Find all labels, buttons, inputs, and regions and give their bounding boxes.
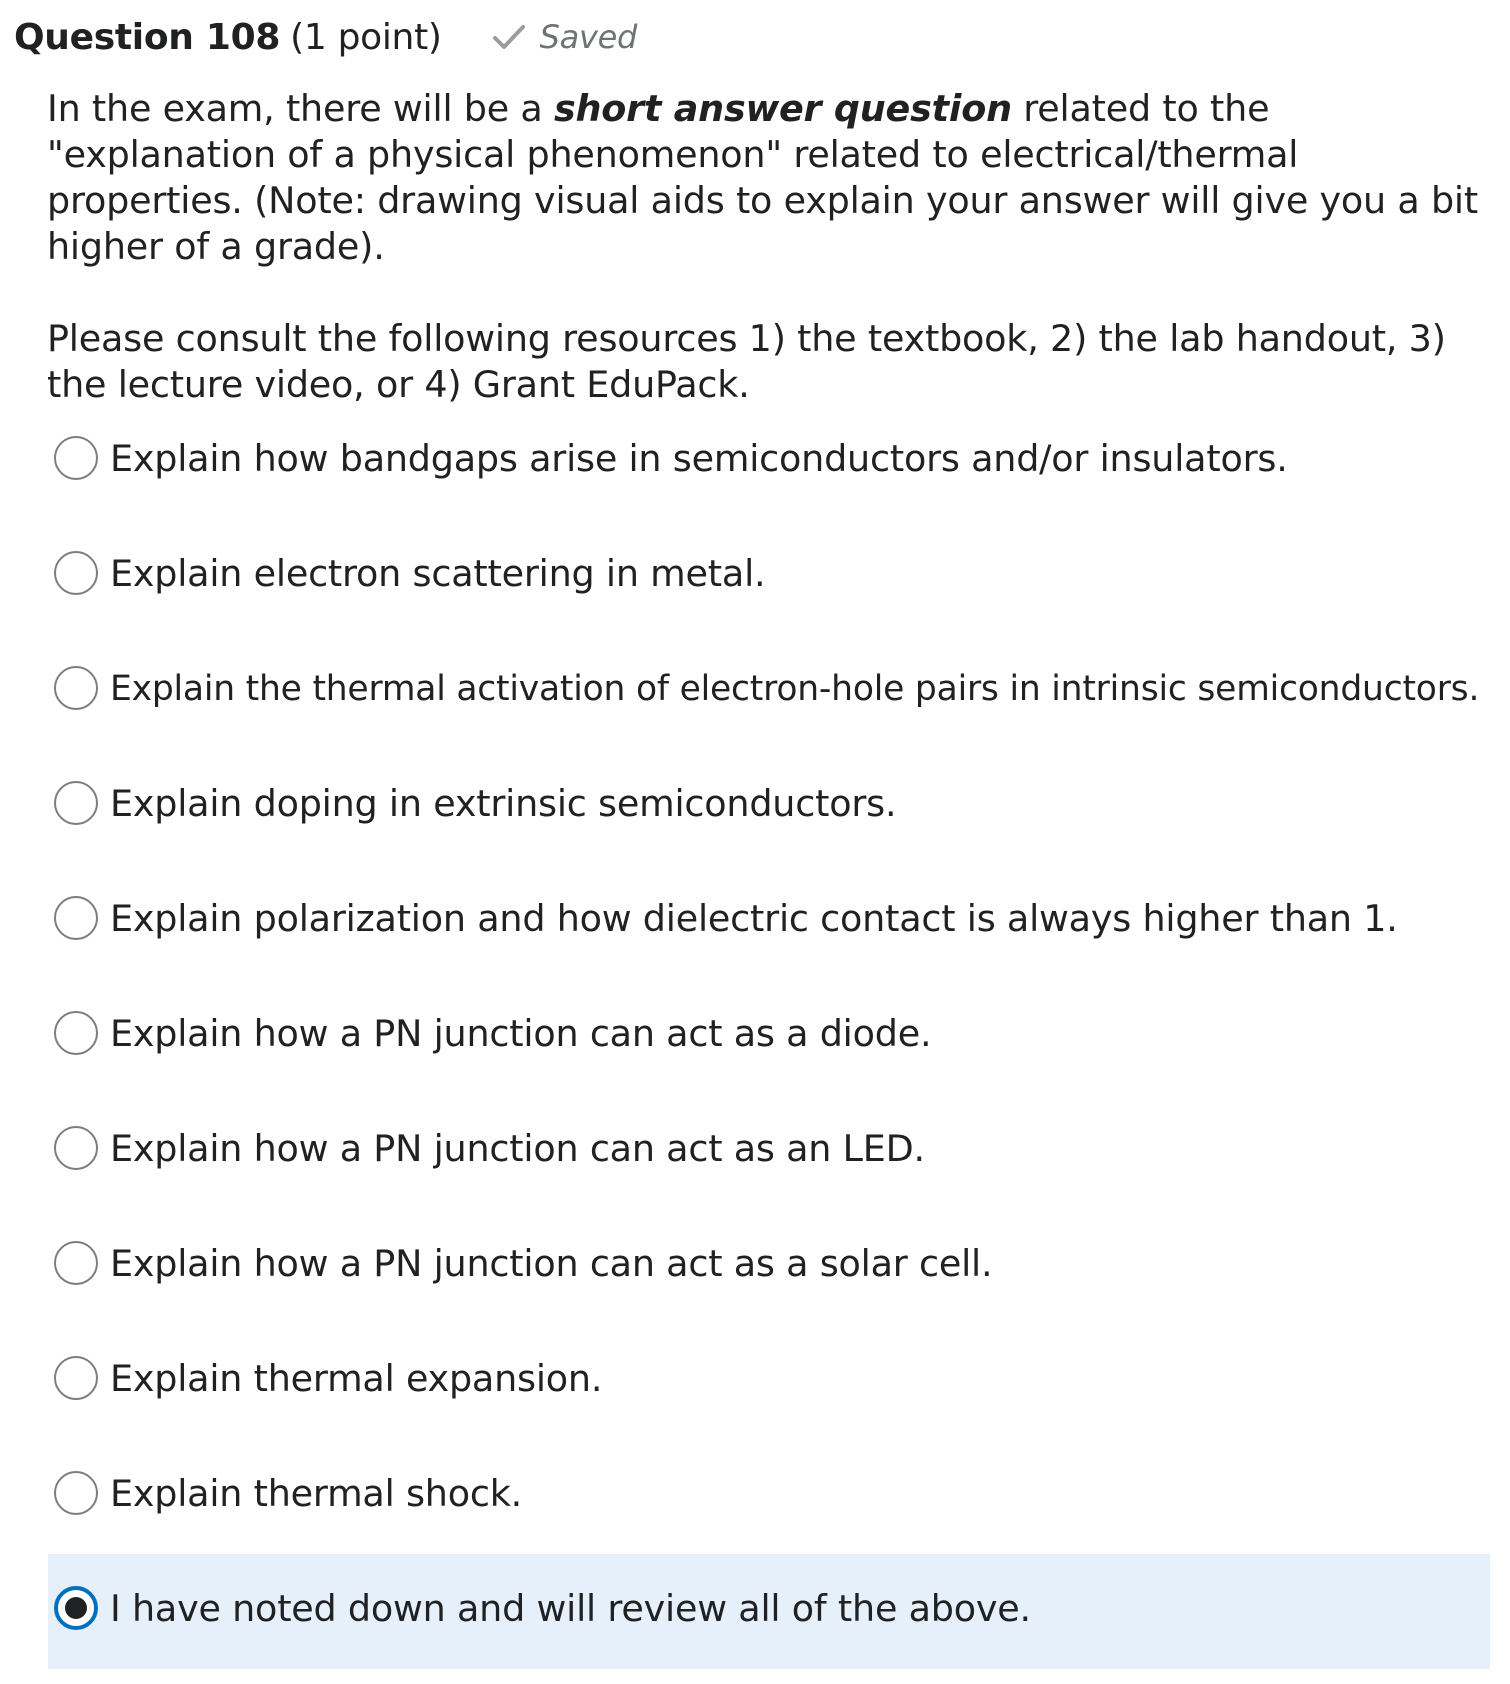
answer-options bbox=[48, 404, 1490, 1669]
answer-option[interactable] bbox=[48, 1094, 1490, 1209]
answer-option-label: Explain how a PN junction can act as an LED. bbox=[110, 1127, 925, 1170]
answer-option-label: Explain electron scattering in metal. bbox=[110, 552, 766, 595]
radio-button[interactable] bbox=[54, 1126, 98, 1170]
answer-option[interactable] bbox=[48, 864, 1490, 979]
answer-option[interactable] bbox=[48, 749, 1490, 864]
radio-button[interactable] bbox=[54, 1356, 98, 1400]
answer-option-label: Explain the thermal activation of electron-hole pairs in intrinsic semiconductors. bbox=[110, 669, 1480, 709]
radio-button[interactable] bbox=[54, 436, 98, 480]
saved-status bbox=[492, 18, 637, 56]
answer-option[interactable] bbox=[48, 1324, 1490, 1439]
answer-option[interactable] bbox=[48, 404, 1490, 519]
prompt-paragraph-1 bbox=[47, 86, 1487, 270]
answer-option-label: Explain doping in extrinsic semiconductors. bbox=[110, 782, 897, 825]
question-points: (1 point) bbox=[290, 16, 442, 58]
answer-option[interactable] bbox=[48, 519, 1490, 634]
question-title: Question 108 bbox=[14, 16, 281, 58]
answer-option[interactable] bbox=[48, 634, 1490, 749]
radio-button[interactable] bbox=[54, 896, 98, 940]
prompt-text-1b: related to the "explanation of a physical phenomenon" related to electrical/thermal properties. (Note: drawing visual aids to explain your answer will give you a bit higher of a grade). bbox=[47, 87, 1478, 268]
answer-option[interactable] bbox=[48, 1209, 1490, 1324]
answer-option-selected[interactable] bbox=[48, 1554, 1490, 1669]
radio-button[interactable] bbox=[54, 1241, 98, 1285]
radio-button-selected[interactable] bbox=[54, 1586, 98, 1630]
question-prompt bbox=[47, 86, 1487, 408]
radio-button[interactable] bbox=[54, 666, 98, 710]
radio-button[interactable] bbox=[54, 551, 98, 595]
answer-option-label: Explain how bandgaps arise in semiconductors and/or insulators. bbox=[110, 437, 1288, 480]
answer-option-label: Explain thermal shock. bbox=[110, 1472, 523, 1515]
radio-button[interactable] bbox=[54, 781, 98, 825]
answer-option-label: Explain thermal expansion. bbox=[110, 1357, 603, 1400]
radio-button[interactable] bbox=[54, 1011, 98, 1055]
prompt-paragraph-2: Please consult the following resources 1) the textbook, 2) the lab handout, 3) the lecture video, or 4) Grant EduPack. bbox=[47, 317, 1446, 406]
prompt-emphasis: short answer question bbox=[553, 87, 1012, 130]
answer-option-label: I have noted down and will review all of the above. bbox=[110, 1587, 1031, 1630]
checkmark-icon bbox=[492, 22, 526, 52]
answer-option-label: Explain how a PN junction can act as a diode. bbox=[110, 1012, 932, 1055]
saved-status-text: Saved bbox=[539, 18, 638, 56]
radio-button[interactable] bbox=[54, 1471, 98, 1515]
question-header bbox=[14, 12, 637, 62]
answer-option-label: Explain polarization and how dielectric contact is always higher than 1. bbox=[110, 897, 1398, 940]
prompt-text-1a: In the exam, there will be a bbox=[47, 87, 554, 130]
answer-option[interactable] bbox=[48, 1439, 1490, 1554]
answer-option-label: Explain how a PN junction can act as a solar cell. bbox=[110, 1242, 993, 1285]
answer-option[interactable] bbox=[48, 979, 1490, 1094]
